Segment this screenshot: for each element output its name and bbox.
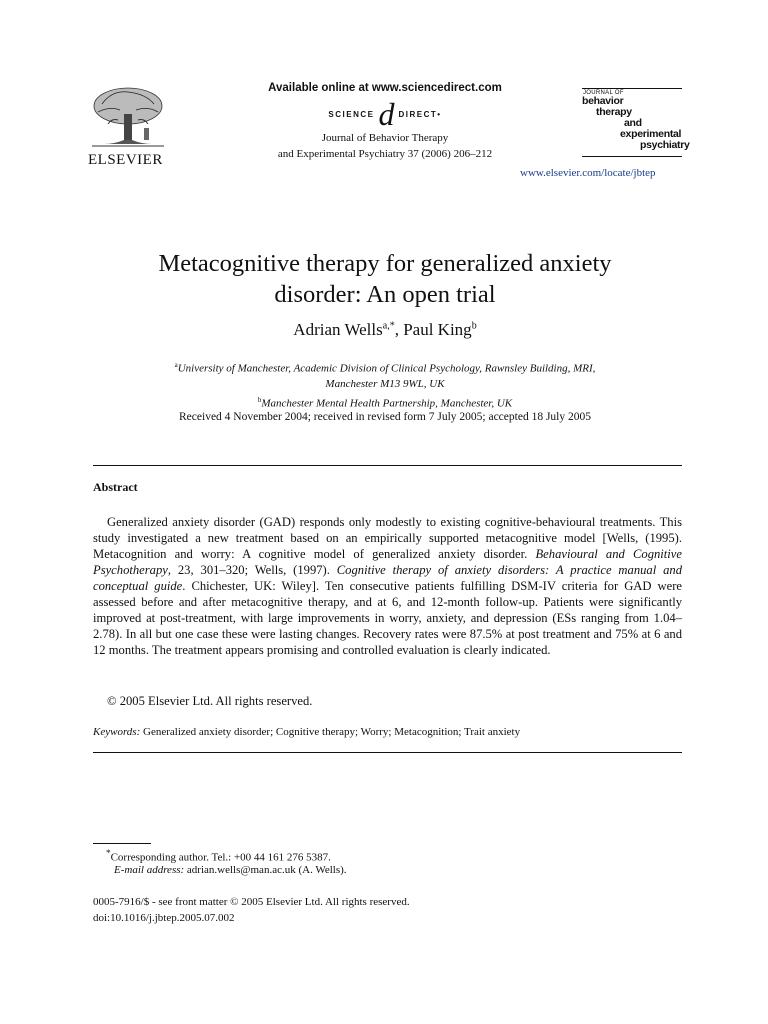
- cover-words: [582, 95, 690, 156]
- abstract-italic-ref: Behavioural and Cognitive Psychotherapy: [93, 547, 682, 577]
- article-title: [80, 248, 690, 310]
- elsevier-wordmark: ELSEVIER: [88, 152, 163, 168]
- cover-word: therapy: [596, 106, 632, 118]
- sd-mark-icon: d: [378, 96, 395, 132]
- cover-rule-top: [582, 88, 682, 89]
- abstract-segment: , 23, 301–320; Wells, (1997).: [167, 563, 337, 577]
- footnote-mark: *: [106, 848, 111, 858]
- cover-word: and: [624, 117, 642, 129]
- author-separator: ,: [394, 320, 404, 339]
- abstract-italic-ref: Cognitive therapy of anxiety disorders: A practice manual and conceptual guide: [93, 563, 682, 593]
- sd-left: SCIENCE: [328, 109, 375, 119]
- elsevier-logo: [88, 84, 174, 169]
- abstract-heading: Abstract: [93, 480, 138, 494]
- title-line: disorder: An open trial: [274, 281, 496, 308]
- author-affil-mark: a,*: [382, 320, 395, 332]
- affiliations: [100, 358, 670, 412]
- cover-word: psychiatry: [640, 139, 690, 151]
- journal-name: Journal of Behavior Therapy: [321, 132, 449, 144]
- corresponding-text: Corresponding author. Tel.: +00 44 161 276 5387.: [110, 851, 331, 864]
- keywords: [93, 726, 682, 738]
- title-line: Metacognitive therapy for generalized anxiety: [158, 250, 612, 277]
- keywords-list: Generalized anxiety disorder; Cognitive therapy; Worry; Metacognition; Trait anxiety: [140, 726, 521, 738]
- abstract-segment: . Chichester, UK: Wiley]. Ten consecutive patients fulfilling DSM-IV criteria for GAD were assessed before and after metacognitive therapy, and at 6, and 12-month follow-up. Patients were significantly improved at post-treatment, with large improvements in worry, anxiety, and depression (ESs ranging from 1.04–2.78). In all but one case these were lasting changes. Recovery rates were 87.5% at post treatment and 75% at 6 and 12 months. The treatment appears promising and controlled evaluation is clearly indicated.: [93, 579, 682, 657]
- sciencedirect-logo: [200, 96, 570, 132]
- email-label: E-mail address:: [114, 864, 185, 876]
- divider: [93, 465, 682, 466]
- author-name: Adrian Wells: [293, 320, 383, 339]
- front-matter-line: 0005-7916/$ - see front matter © 2005 Elsevier Ltd. All rights reserved.: [93, 896, 410, 908]
- elsevier-tree-icon: [88, 84, 168, 150]
- cover-rule-bottom: [582, 156, 682, 157]
- email-address[interactable]: adrian.wells@man.ac.uk (A. Wells).: [184, 864, 347, 876]
- affil-mark: a: [174, 361, 178, 369]
- journal-url-link[interactable]: www.elsevier.com/locate/jbtep: [520, 167, 656, 179]
- author-affil-mark: b: [471, 320, 477, 332]
- affiliation-a: University of Manchester, Academic Division of Clinical Psychology, Rawnsley Building, MRI,: [177, 362, 596, 375]
- sd-right: DIRECT•: [398, 109, 442, 119]
- journal-citation: and Experimental Psychiatry 37 (2006) 206–212: [277, 148, 493, 160]
- journal-header: [200, 82, 570, 162]
- email-note: [114, 864, 347, 876]
- keywords-label: Keywords:: [93, 726, 141, 738]
- abstract-segment: Generalized anxiety disorder (GAD) responds only modestly to existing cognitive-behavioural treatments. This study investigated a new treatment based on an empirically supported metacognitive model [Wells, (1995). Metacognition and worry: A cognitive model of generalized anxiety disorder.: [93, 515, 682, 561]
- authors: [80, 320, 690, 340]
- affil-mark: b: [257, 395, 262, 404]
- author-name: Paul King: [403, 320, 472, 339]
- corresponding-author-note: [106, 848, 331, 864]
- abstract-copyright: © 2005 Elsevier Ltd. All rights reserved.: [107, 694, 313, 708]
- cover-word: behavior: [582, 95, 624, 107]
- received-dates: Received 4 November 2004; received in revised form 7 July 2005; accepted 18 July 2005: [179, 411, 591, 423]
- divider: [93, 752, 682, 753]
- cover-small-title: JOURNAL OF: [583, 90, 624, 96]
- available-online: Available online at www.sciencedirect.com: [268, 82, 502, 94]
- abstract-text: [93, 514, 682, 658]
- doi[interactable]: doi:10.1016/j.jbtep.2005.07.002: [93, 912, 235, 924]
- footnote-rule: [93, 843, 151, 844]
- affiliation-a-line2: Manchester M13 9WL, UK: [325, 378, 445, 391]
- cover-word: experimental: [620, 128, 682, 140]
- affiliation-b: Manchester Mental Health Partnership, Manchester, UK: [261, 397, 513, 410]
- journal-cover-logo: [582, 88, 690, 157]
